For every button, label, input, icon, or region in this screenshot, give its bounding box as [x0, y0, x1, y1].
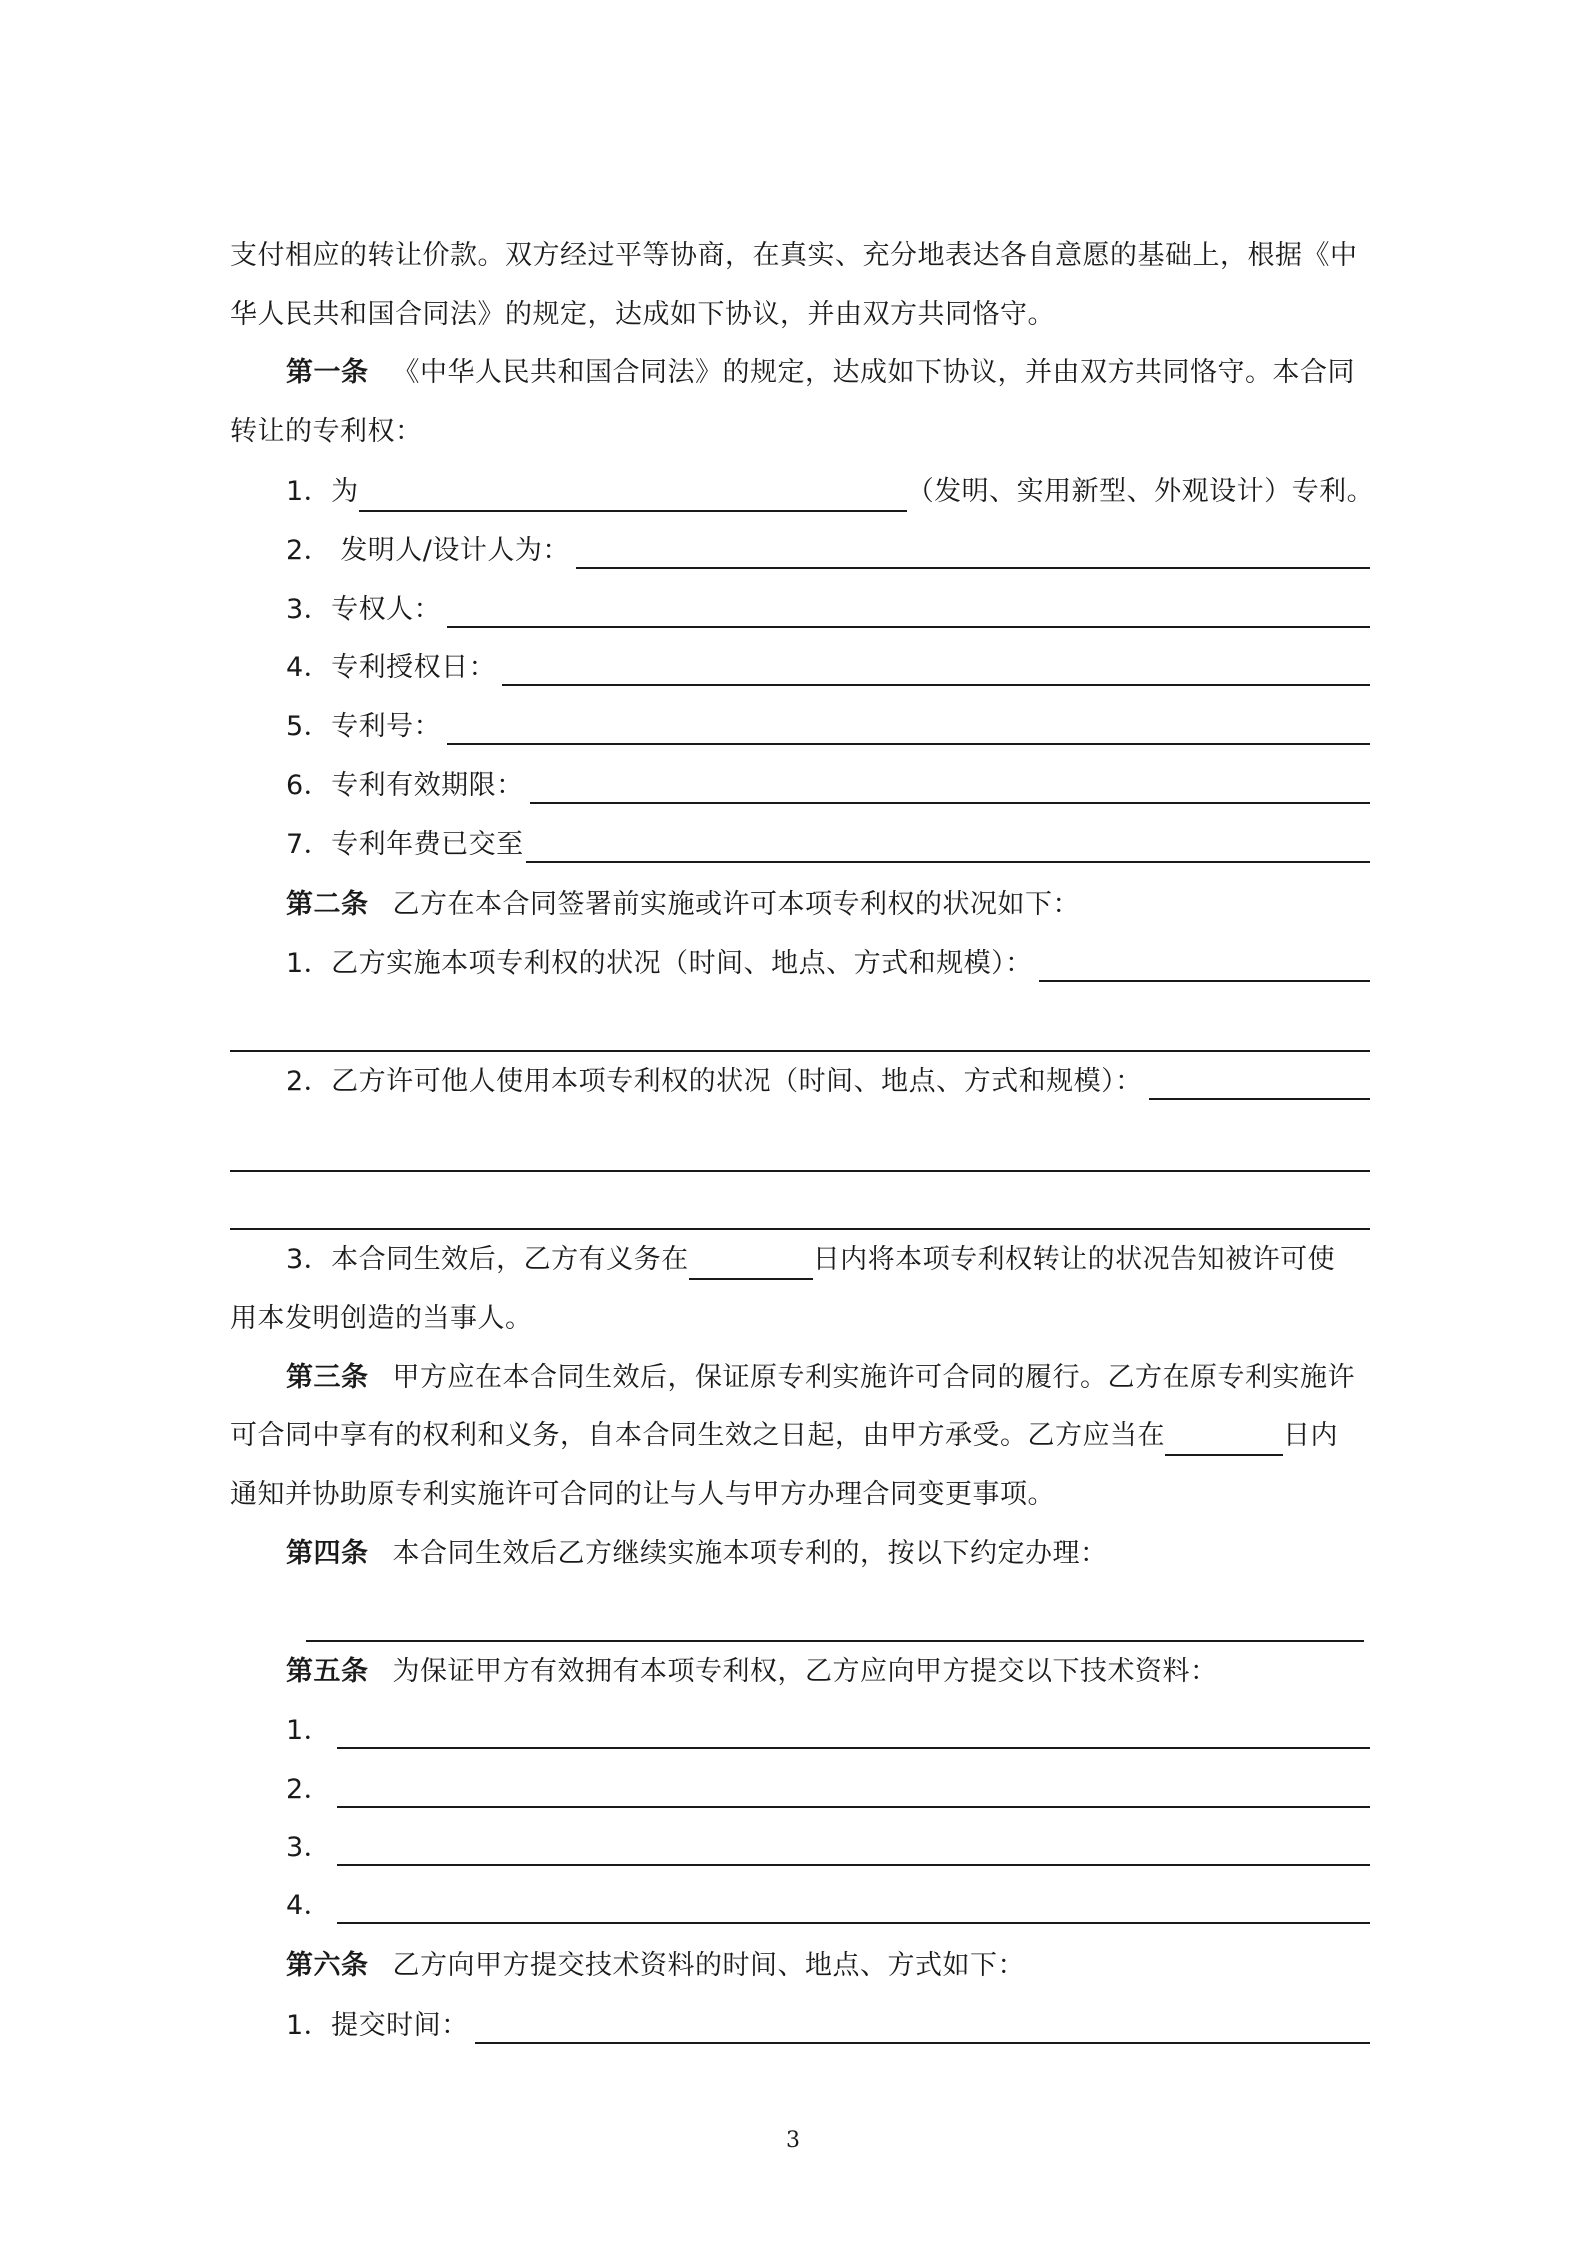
license-status-blank-line-3[interactable]	[230, 1228, 1370, 1230]
article-4-title: 第四条	[286, 1538, 369, 1569]
tech-material-item-2-blank[interactable]	[337, 1806, 1370, 1808]
change-notice-days-blank[interactable]	[1165, 1422, 1283, 1456]
article-1-line-1	[286, 353, 1370, 393]
patent-name-blank[interactable]	[359, 478, 907, 512]
tech-material-item-1-label: 1．	[286, 1715, 332, 1746]
article-6-text: 乙方向甲方提交技术资料的时间、地点、方式如下：	[392, 1950, 1025, 1981]
article-2-item-3-after: 日内将本项专利权转让的状况告知被许可使	[812, 1244, 1336, 1275]
tech-material-item-1-blank[interactable]	[337, 1747, 1370, 1749]
article-2-title: 第二条	[286, 889, 369, 920]
submit-time-blank[interactable]	[475, 2042, 1370, 2044]
page-number: 3	[786, 2128, 800, 2153]
intro-line-2: 华人民共和国合同法》的规定，达成如下协议，并由双方共同恪守。	[230, 299, 1055, 330]
article-1-item-6	[286, 766, 1370, 806]
annual-fee-blank[interactable]	[526, 861, 1370, 863]
validity-blank[interactable]	[530, 802, 1370, 804]
license-status-blank[interactable]	[1149, 1098, 1370, 1100]
tech-material-item-4-blank[interactable]	[337, 1922, 1370, 1924]
article-3-text-2-before: 可合同中享有的权利和义务，自本合同生效之日起，由甲方承受。乙方应当在	[230, 1420, 1165, 1451]
tech-material-item-4-label: 4．	[286, 1890, 332, 1921]
patentee-blank[interactable]	[447, 626, 1370, 628]
article-3-title: 第三条	[286, 1362, 369, 1393]
patent-number-blank[interactable]	[447, 743, 1370, 745]
tech-material-item-3-label: 3．	[286, 1832, 332, 1863]
article-5-text: 为保证甲方有效拥有本项专利权，乙方应向甲方提交以下技术资料：	[392, 1656, 1218, 1687]
article-3-line-2	[230, 1416, 1370, 1456]
article-2-item-1	[286, 944, 1370, 984]
tech-material-item-2	[286, 1770, 1370, 1810]
article-6-heading	[286, 1946, 1370, 1986]
license-status-blank-line-2[interactable]	[230, 1170, 1370, 1172]
tech-material-item-3-blank[interactable]	[337, 1864, 1370, 1866]
article-5-title: 第五条	[286, 1656, 369, 1687]
article-1-item-1	[286, 472, 1375, 512]
article-2-item-3-line-2: 用本发明创造的当事人。	[230, 1303, 533, 1334]
tech-material-item-4	[286, 1886, 1370, 1926]
grant-date-label: 4．专利授权日：	[286, 652, 497, 683]
tech-material-item-2-label: 2．	[286, 1774, 332, 1805]
inventor-blank[interactable]	[576, 567, 1370, 569]
inventor-label: 2． 发明人/设计人为：	[286, 535, 570, 566]
tech-material-item-1	[286, 1711, 1370, 1751]
tech-material-item-3	[286, 1828, 1370, 1868]
self-implementation-blank-line-2[interactable]	[230, 1050, 1370, 1052]
intro-line-1: 支付相应的转让价款。双方经过平等协商，在真实、充分地表达各自意愿的基础上，根据《中	[230, 240, 1358, 271]
article-2-heading	[286, 885, 1370, 925]
self-implementation-blank[interactable]	[1039, 980, 1370, 982]
notice-days-blank[interactable]	[689, 1246, 813, 1280]
article-4-text: 本合同生效后乙方继续实施本项专利的，按以下约定办理：	[392, 1538, 1108, 1569]
article-1-item-2	[286, 531, 1370, 571]
article-1-item-1-label: 1．为	[286, 476, 359, 507]
self-implementation-label: 1．乙方实施本项专利权的状况（时间、地点、方式和规模）：	[286, 948, 1033, 979]
patentee-label: 3．专权人：	[286, 594, 442, 625]
annual-fee-label: 7．专利年费已交至	[286, 829, 524, 860]
article-6-item-1	[286, 2006, 1370, 2046]
article-1-text-1: 《中华人民共和国合同法》的规定，达成如下协议，并由双方共同恪守。本合同	[392, 357, 1355, 388]
submit-time-label: 1．提交时间：	[286, 2010, 469, 2041]
article-1-item-3	[286, 590, 1370, 630]
article-1-title: 第一条	[286, 357, 369, 388]
article-1-item-5	[286, 707, 1370, 747]
article-2-item-3-before: 3．本合同生效后，乙方有义务在	[286, 1244, 689, 1275]
article-4-heading	[286, 1534, 1370, 1574]
article-5-heading	[286, 1652, 1370, 1692]
article-3-line-3: 通知并协助原专利实施许可合同的让与人与甲方办理合同变更事项。	[230, 1479, 1055, 1510]
article-1-item-7	[286, 825, 1370, 865]
article-2-item-3	[286, 1240, 1370, 1280]
license-status-label: 2．乙方许可他人使用本项专利权的状况（时间、地点、方式和规模）：	[286, 1066, 1143, 1097]
patent-number-label: 5．专利号：	[286, 711, 442, 742]
article-1-item-4	[286, 648, 1370, 688]
article-1-item-1-after: （发明、实用新型、外观设计）专利。	[906, 476, 1375, 507]
validity-label: 6．专利有效期限：	[286, 770, 524, 801]
article-3-line-1	[286, 1358, 1370, 1398]
grant-date-blank[interactable]	[502, 684, 1370, 686]
article-6-title: 第六条	[286, 1950, 369, 1981]
article-3-text-2-after: 日内	[1283, 1420, 1338, 1451]
article-1-line-2: 转让的专利权：	[230, 416, 423, 447]
continued-use-blank[interactable]	[306, 1640, 1364, 1642]
article-2-text: 乙方在本合同签署前实施或许可本项专利权的状况如下：	[392, 889, 1080, 920]
article-3-text-1: 甲方应在本合同生效后，保证原专利实施许可合同的履行。乙方在原专利实施许	[392, 1362, 1355, 1393]
article-2-item-2	[286, 1062, 1370, 1102]
